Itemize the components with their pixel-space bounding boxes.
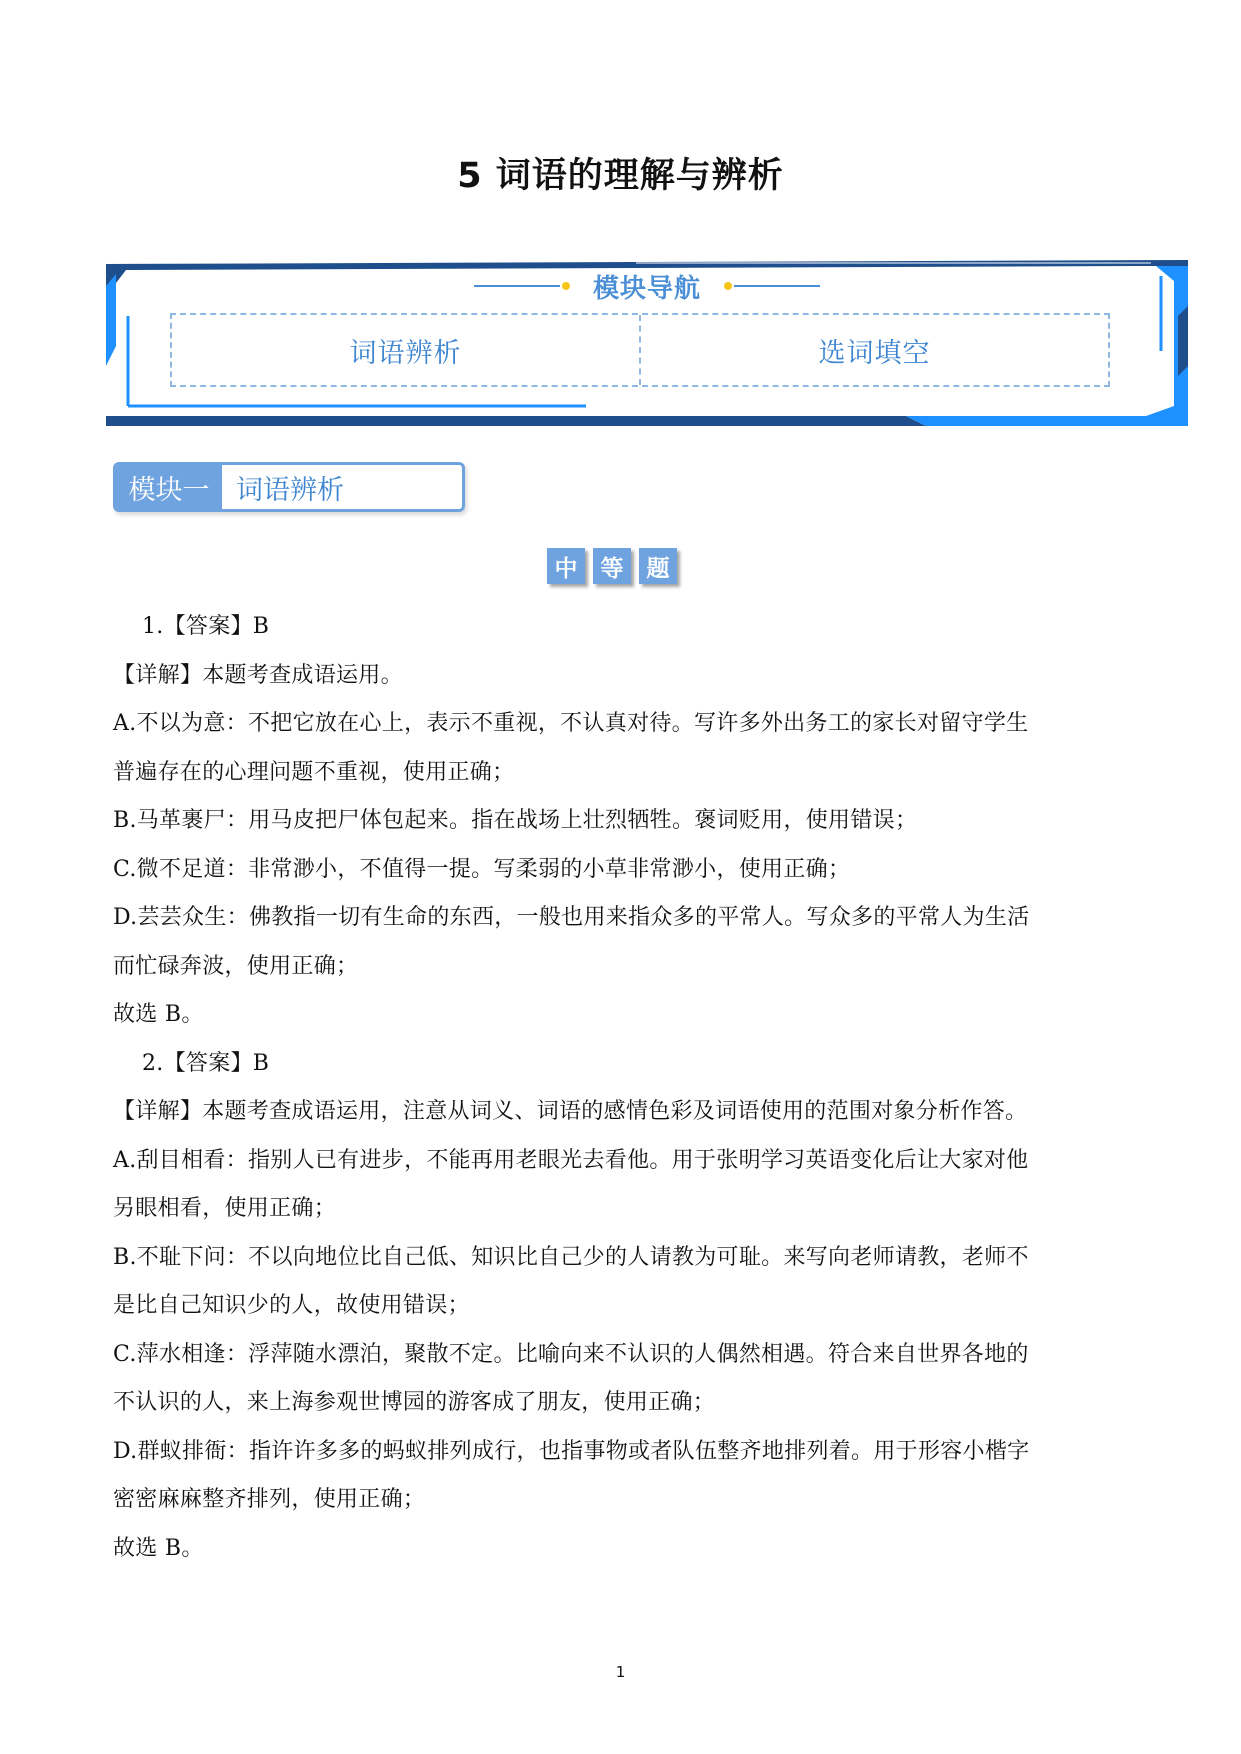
nav-items-box bbox=[170, 313, 1110, 387]
q2-option-b: B.不耻下问：不以向地位比自己低、知识比自己少的人请教为可耻。来写向老师请教，老师不 bbox=[113, 1244, 1029, 1270]
q2-option-b-cont: 是比自己知识少的人，故使用错误； bbox=[113, 1293, 470, 1318]
q1-option-c: C.微不足道：非常渺小，不值得一提。写柔弱的小草非常渺小，使用正确； bbox=[113, 856, 851, 882]
module-one-label bbox=[113, 462, 465, 512]
q2-option-d-cont: 密密麻麻整齐排列，使用正确； bbox=[113, 1487, 426, 1512]
q2-conclusion: 故选 B。 bbox=[113, 1535, 204, 1561]
difficulty-char: 题 bbox=[639, 548, 677, 584]
q2-detail: 【详解】本题考查成语运用，注意从词义、词语的感情色彩及词语使用的范围对象分析作答。 bbox=[113, 1099, 1028, 1124]
q1-conclusion: 故选 B。 bbox=[113, 1002, 204, 1027]
q2-option-a: A.刮目相看：指别人已有进步，不能再用老眼光去看他。用于张明学习英语变化后让大家对他 bbox=[113, 1147, 1029, 1173]
module-navigation-banner bbox=[106, 256, 1188, 426]
page-number: 1 bbox=[615, 1663, 626, 1681]
module-name: 词语辨析 bbox=[236, 474, 344, 506]
q1-detail: 【详解】本题考查成语运用。 bbox=[113, 662, 403, 688]
q1-option-d-cont: 而忙碌奔波，使用正确； bbox=[113, 953, 359, 979]
q2-option-c-cont: 不认识的人，来上海参观世博园的游客成了朋友，使用正确； bbox=[113, 1390, 716, 1415]
q1-option-a-cont: 普遍存在的心理问题不重视，使用正确； bbox=[113, 759, 515, 785]
difficulty-char: 等 bbox=[593, 548, 631, 584]
q1-option-a: A.不以为意：不把它放在心上，表示不重视，不认真对待。写许多外出务工的家长对留守学生 bbox=[113, 711, 1029, 736]
module-tag: 模块一 bbox=[116, 465, 222, 509]
difficulty-char: 中 bbox=[547, 548, 585, 584]
q1-option-d: D.芸芸众生：佛教指一切有生命的东西，一般也用来指众多的平常人。写众多的平常人为生活 bbox=[113, 905, 1030, 930]
q2-option-c: C.萍水相逢：浮萍随水漂泊，聚散不定。比喻向来不认识的人偶然相遇。符合来自世界各地的 bbox=[113, 1341, 1029, 1367]
nav-item-fill-in-words[interactable]: 选词填空 bbox=[639, 315, 1108, 385]
q2-option-d: D.群蚁排衙：指许许多多的蚂蚁排列成行，也指事物或者队伍整齐地排列着。用于形容小楷字 bbox=[113, 1438, 1030, 1464]
q2-answer: 2.【答案】B bbox=[142, 1050, 270, 1076]
q2-option-a-cont: 另眼相看，使用正确； bbox=[113, 1196, 337, 1221]
q1-option-b: B.马革裹尸：用马皮把尸体包起来。指在战场上壮烈牺牲。褒词贬用，使用错误； bbox=[113, 808, 918, 833]
difficulty-badge bbox=[547, 548, 677, 584]
q1-answer: 1.【答案】B bbox=[142, 614, 270, 639]
answer-content bbox=[113, 603, 1123, 1573]
page-title: 5 词语的理解与辨析 bbox=[457, 156, 784, 196]
nav-heading: 模块导航 bbox=[592, 274, 701, 304]
nav-item-word-analysis[interactable]: 词语辨析 bbox=[349, 337, 462, 369]
